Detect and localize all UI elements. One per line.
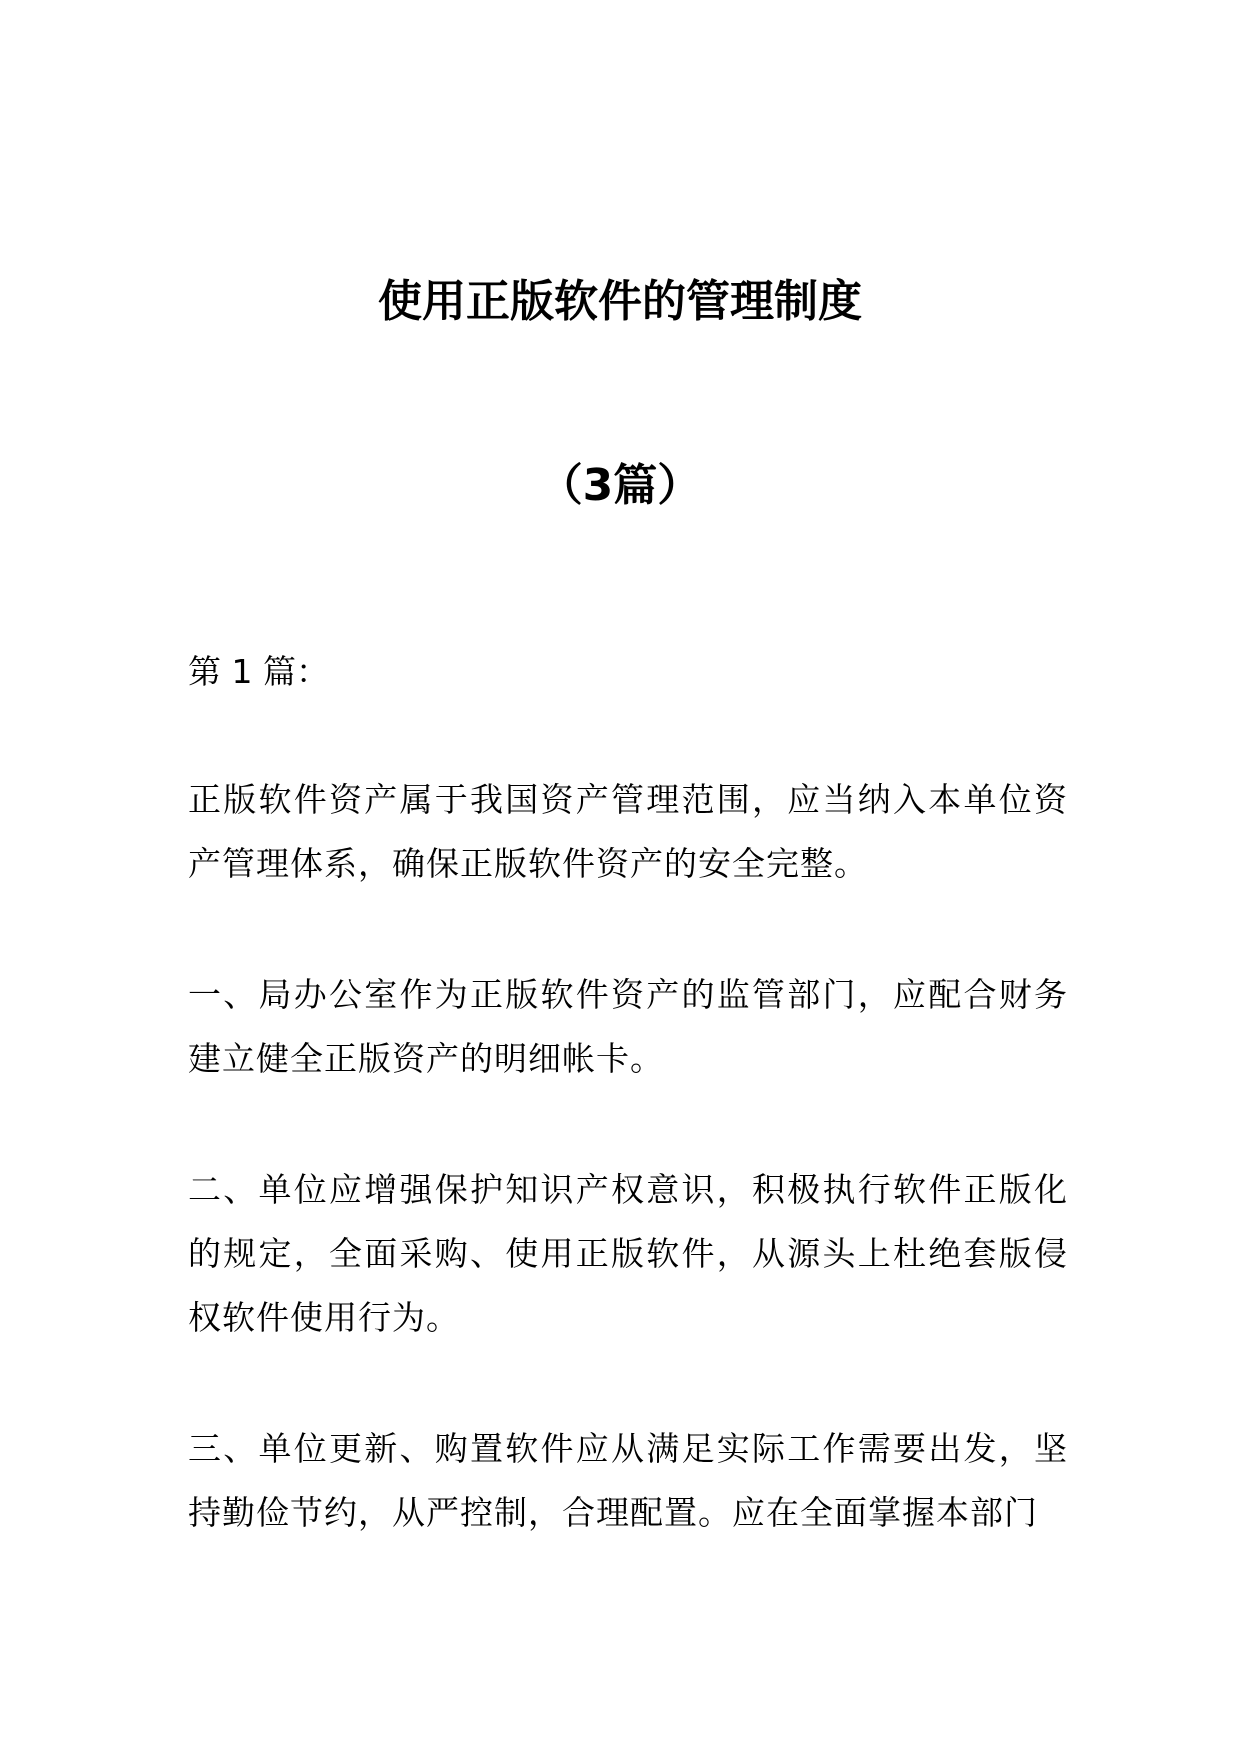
document-body — [188, 640, 1068, 1545]
paragraph: 正版软件资产属于我国资产管理范围，应当纳入本单位资产管理体系，确保正版软件资产的安全完整。 — [188, 780, 1068, 883]
document-title: 使用正版软件的管理制度 — [378, 276, 862, 327]
paragraph: 二、单位应增强保护知识产权意识，积极执行软件正版化的规定，全面采购、使用正版软件，从源头上杜绝套版侵权软件使用行为。 — [188, 1170, 1068, 1337]
paragraph: 一、局办公室作为正版软件资产的监管部门，应配合财务建立健全正版资产的明细帐卡。 — [188, 975, 1068, 1078]
section-label: 第 1 篇： — [188, 652, 329, 691]
document-subtitle: （3篇） — [538, 460, 702, 511]
paragraph: 三、单位更新、购置软件应从满足实际工作需要出发，坚持勤俭节约，从严控制，合理配置。应在全面掌握本部门 — [188, 1429, 1068, 1532]
